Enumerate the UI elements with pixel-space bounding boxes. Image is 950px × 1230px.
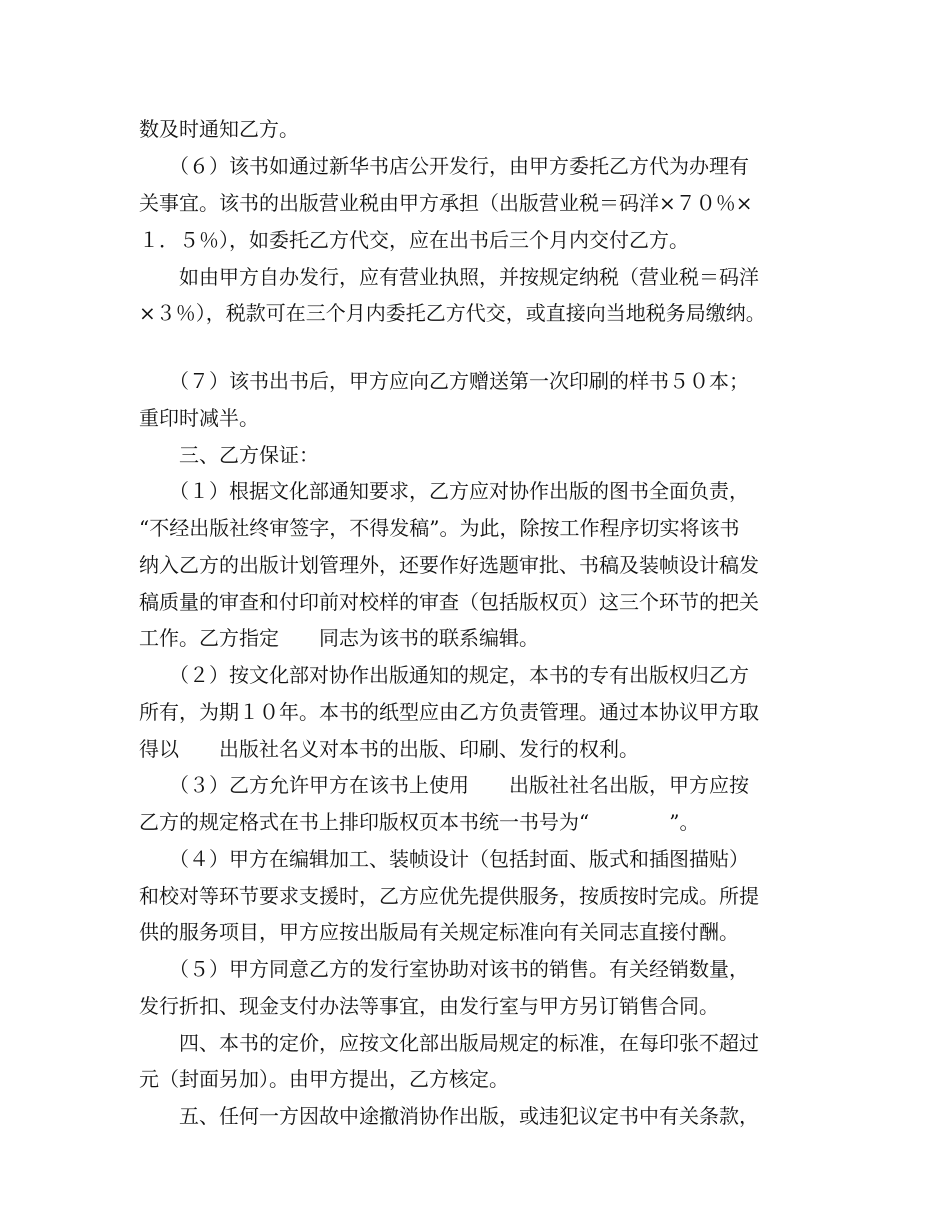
- section-heading: 四、本书的定价，应按文化部出版局规定的标准，在每印张不超过: [139, 1031, 759, 1055]
- text-line: （５）甲方同意乙方的发行室协助对该书的销售。有关经销数量，: [139, 957, 749, 981]
- text-line: （６）该书如通过新华书店公开发行，由甲方委托乙方代为办理有: [139, 154, 749, 178]
- text-line: 元（封面另加）。由甲方提出，乙方核定。: [139, 1067, 509, 1091]
- text-line: “不经出版社终审签字，不得发稿”。为此，除按工作程序切实将该书: [139, 516, 740, 540]
- text-line: 所有，为期１０年。本书的纸型应由乙方负责管理。通过本协议甲方取: [139, 700, 759, 724]
- text-line: 得以 出版社名义对本书的出版、印刷、发行的权利。: [139, 737, 639, 761]
- text-line: 供的服务项目，甲方应按出版局有关规定标准向有关同志直接付酬。: [139, 920, 739, 944]
- text-line: （４）甲方在编辑加工、装帧设计（包括封面、版式和插图描贴）: [139, 847, 749, 871]
- text-line: 关事宜。该书的出版营业税由甲方承担（出版营业税＝码洋×７０％×: [139, 191, 753, 215]
- text-line: （１）根据文化部通知要求，乙方应对协作出版的图书全面负责，: [139, 479, 749, 503]
- section-heading: 五、任何一方因故中途撤消协作出版，或违犯议定书中有关条款，: [139, 1104, 759, 1128]
- text-line: 发行折扣、现金支付办法等事宜，由发行室与甲方另订销售合同。: [139, 994, 719, 1018]
- text-line: 工作。乙方指定 同志为该书的联系编辑。: [139, 626, 539, 650]
- text-line: 纳入乙方的出版计划管理外，还要作好选题审批、书稿及装帧设计稿发: [139, 553, 759, 577]
- text-line: （３）乙方允许甲方在该书上使用 出版社社名出版，甲方应按: [139, 773, 749, 797]
- text-line: 重印时减半。: [139, 406, 259, 430]
- text-line: 稿质量的审查和付印前对校样的审查（包括版权页）这三个环节的把关: [139, 590, 759, 614]
- text-line: １．５％），如委托乙方代交，应在出书后三个月内交付乙方。: [139, 228, 689, 252]
- section-heading: 三、乙方保证：: [139, 443, 319, 467]
- text-line: 乙方的规定格式在书上排印版权页本书统一书号为“ ”。: [139, 810, 700, 834]
- text-line: 和校对等环节要求支援时，乙方应优先提供服务，按质按时完成。所提: [139, 884, 759, 908]
- text-line: ×３％），税款可在三个月内委托乙方代交，或直接向当地税务局缴纳。: [139, 301, 766, 325]
- text-line: 如由甲方自办发行，应有营业执照，并按规定纳税（营业税＝码洋: [139, 265, 759, 289]
- text-line: 数及时通知乙方。: [139, 117, 299, 141]
- text-line: （７）该书出书后，甲方应向乙方赠送第一次印刷的样书５０本；: [139, 369, 749, 393]
- text-line: （２）按文化部对协作出版通知的规定，本书的专有出版权归乙方: [139, 663, 749, 687]
